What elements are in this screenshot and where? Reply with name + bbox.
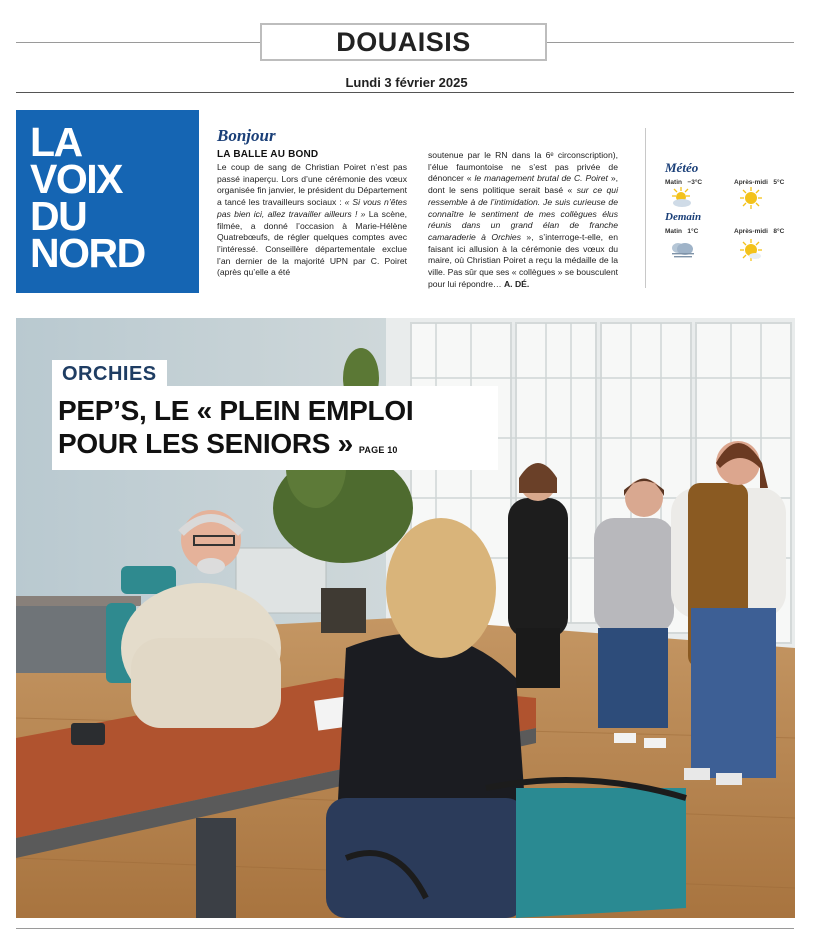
weather-label: Après-midi: [734, 228, 768, 235]
weather-today-morning: [665, 179, 702, 186]
location-tag-label: ORCHIES: [62, 363, 157, 385]
weather-tomorrow-morning: [665, 228, 698, 235]
sun-icon: [738, 238, 764, 262]
brief-text: Le coup de sang de Christian Poiret n’est pas passé inaperçu. Lors d’une cérémonie des vœux organisée fin janvier, le président du Département a tancé les travailleurs sociaux :: [217, 162, 407, 208]
bonjour-heading: Bonjour: [217, 126, 276, 145]
page-reference: PAGE 10: [358, 445, 398, 455]
brief-column-2: [428, 150, 618, 290]
weather-temp: 1°C: [687, 228, 699, 235]
author-signature: A. DÉ.: [503, 278, 530, 289]
brief-quote: le management brutal de C. Poiret: [474, 173, 608, 184]
newspaper-logo: [16, 110, 199, 293]
weather-temp: −3°C: [687, 179, 703, 186]
headline-box: [52, 386, 498, 470]
issue-date: Lundi 3 février 2025: [345, 75, 468, 90]
logo-line: NORD: [30, 230, 145, 276]
headline-line-2: [58, 427, 488, 467]
brief-text: », dont le sens politique serait basé «: [428, 173, 619, 196]
weather-today-afternoon: [734, 179, 784, 186]
sun-icon: [738, 186, 764, 210]
weather-tomorrow-title: Demain: [665, 211, 702, 223]
weather-title: Météo: [665, 160, 699, 175]
logo-line: VOIX: [30, 156, 122, 202]
brief-text: soutenue par le RN dans la 6ᵉ circonscription), l’élue faumontoise ne s’est pas privée de dénoncer «: [428, 150, 618, 184]
section-title: DOUAISIS: [336, 26, 471, 57]
logo-line: LA: [30, 119, 82, 165]
headline-line-2-text: POUR LES SENIORS »: [58, 428, 353, 459]
headline-line-1: PEP’S, LE « PLEIN EMPLOI: [58, 395, 414, 426]
brief-text: La scène, filmée, a donné l’occasion à Marie-Hélène Quatrebœufs, de régler quelques comptes avec l’intéressé. Conseillère départementale exclue l’an dernier de la majorité UPN par C. Poiret (après qu’elle a été: [217, 208, 407, 278]
weather-label: Matin: [665, 228, 682, 235]
cloud-icon: [668, 238, 696, 260]
section-banner: [260, 23, 547, 61]
weather-temp: 8°C: [773, 228, 785, 235]
brief-quote: « Si vous n’êtes pas bien ici, allez travailler ailleurs ! »: [217, 197, 407, 219]
brief-kicker: LA BALLE AU BOND: [217, 149, 319, 160]
logo-line: DU: [30, 193, 87, 239]
brief-quote: sur ce qui ressemble à de l’intimidation. Je suis curieuse de connaître le sentiment de mes collègues élus réunis dans un grand élan de franche camaraderie à Orchies: [428, 185, 618, 242]
column-divider: [645, 128, 646, 288]
brief-text: », s’interroge-t-elle, en faisant ici allusion à la cérémonie des vœux du maire, où Christian Poiret a reçu la médaille de la ville. Pas sûr que ses « collègues » se bousculent pour lui répondre…: [428, 231, 618, 289]
partly-sunny-icon: [668, 186, 694, 208]
footer-rule: [16, 928, 794, 929]
location-tag: [52, 360, 167, 387]
brief-column-1: [217, 162, 407, 279]
weather-temp: 5°C: [773, 179, 785, 186]
weather-label: Matin: [665, 179, 682, 186]
date-rule: [16, 92, 794, 93]
weather-label: Après-midi: [734, 179, 768, 186]
weather-tomorrow-afternoon: [734, 228, 784, 235]
